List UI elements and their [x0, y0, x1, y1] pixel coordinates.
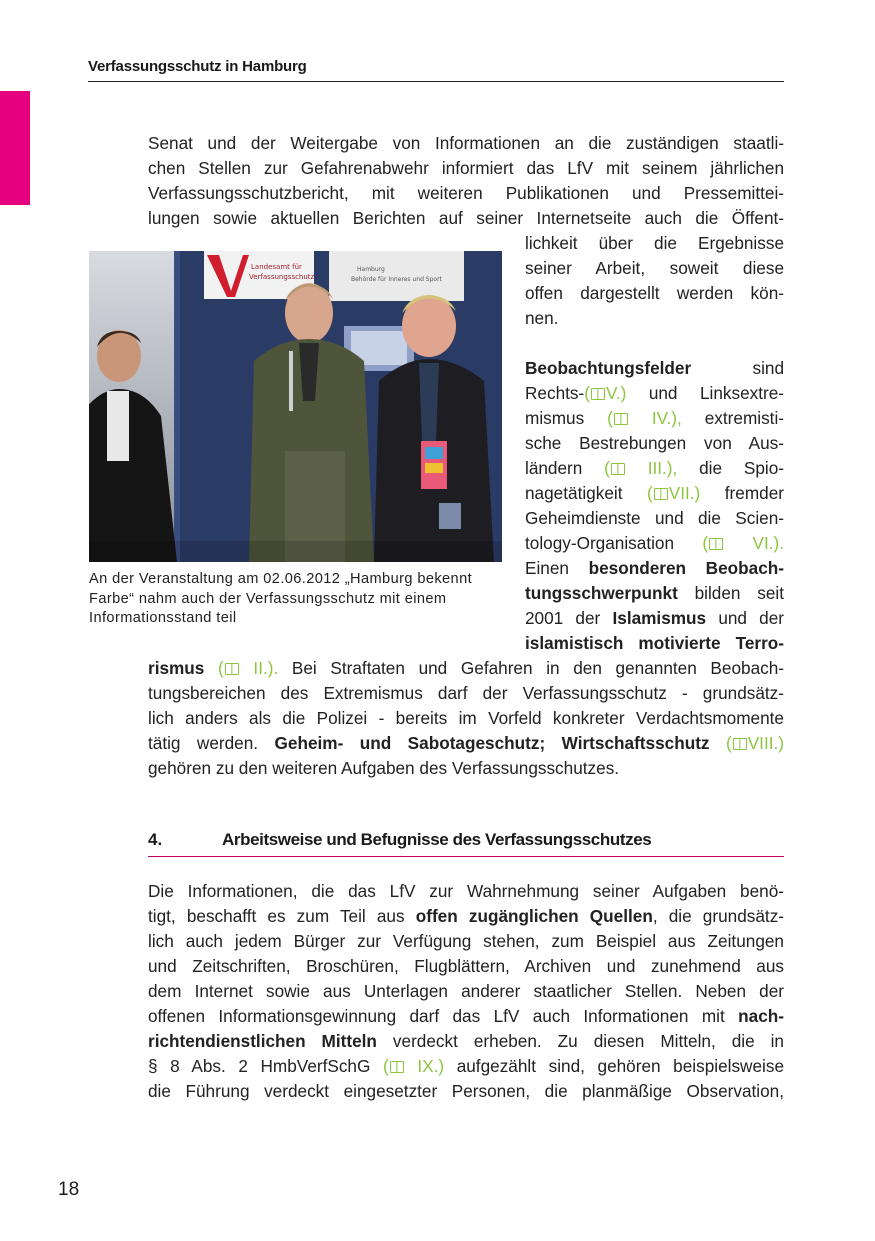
text-line: und Zeitschriften, Broschüren, Flugblättern, Archiven und zunehmend aus — [148, 956, 784, 976]
cross-ref-ii[interactable]: ( II.). — [218, 658, 279, 678]
text-line: § 8 Abs. 2 HmbVerfSchG ( IX.) aufgezählt sind, gehören beispielsweise — [148, 1056, 785, 1076]
cross-ref-vi[interactable]: ( VI.). — [702, 533, 785, 553]
intro-line: lichkeit über die Ergebnisse — [525, 233, 784, 253]
text-line: offenen Informationsgewinnung darf das LfV auch Informationen mit nach- — [148, 1006, 784, 1026]
text-line: die Führung verdeckt eingesetzter Personen, die planmäßige Observation, — [148, 1081, 784, 1101]
text-line: ländern ( III.), die Spio- — [525, 458, 784, 478]
text-line: Einen besonderen Beobach- — [525, 558, 784, 578]
intro-line: Senat und der Weitergabe von Informationen an die zuständigen staatli- — [148, 133, 784, 153]
term-beobachtungsfelder: Beobachtungsfelder — [525, 358, 692, 378]
banner-text: Hamburg — [357, 266, 385, 273]
text-line: gehören zu den weiteren Aufgaben des Verfassungsschutzes. — [148, 758, 620, 778]
text-line: tungsbereichen des Extremismus darf der Verfassungsschutz - grundsätz- — [148, 683, 784, 703]
intro-line: nen. — [525, 308, 559, 328]
book-icon — [225, 663, 239, 675]
book-icon — [390, 1061, 404, 1073]
text-line: Beobachtungsfelder sind — [525, 358, 784, 378]
book-icon — [611, 463, 625, 475]
intro-line: Verfassungsschutzbericht, mit weiteren Publikationen und Pressemittei- — [148, 183, 784, 203]
cross-ref-v[interactable]: ( V.) — [584, 383, 627, 403]
section-number: 4. — [148, 830, 163, 849]
cross-ref-iii[interactable]: ( III.), — [604, 458, 678, 478]
text-line: Geheimdienste und die Scien- — [525, 508, 784, 528]
text-line: islamistisch motivierte Terro- — [525, 633, 784, 653]
text-line: rismus ( II.). Bei Straftaten und Gefahren in den genannten Beobach- — [148, 658, 785, 678]
text-line: richtendienstlichen Mitteln verdeckt erheben. Zu diesen Mitteln, die in — [148, 1031, 784, 1051]
text-line: 2001 der Islamismus und der — [525, 608, 785, 628]
banner-text: Landesamt für — [251, 263, 302, 271]
photo-illustration — [89, 251, 502, 562]
intro-line: offen dargestellt werden kön- — [525, 283, 784, 303]
text-line: dem Internet sowie aus Unterlagen anderer staatlicher Stellen. Neben der — [148, 981, 784, 1001]
banner-text: Verfassungsschutz — [249, 273, 315, 281]
cross-ref-vii[interactable]: ( VII.) — [647, 483, 701, 503]
text-line: mismus ( IV.), extremisti- — [525, 408, 784, 428]
page-number: 18 — [58, 1179, 80, 1200]
photo-caption: An der Veranstaltung am 02.06.2012 „Hamburg bekennt Farbe“ nahm auch der Verfassungsschutz mit einem Informationsstand teil — [89, 571, 473, 626]
section-rule — [148, 856, 784, 857]
header-rule — [88, 81, 784, 82]
text-line: lich anders als die Polizei - bereits im Vorfeld konkreter Verdachtsmomente — [148, 708, 784, 728]
intro-line: seiner Arbeit, soweit diese — [525, 258, 784, 278]
text-line: Die Informationen, die das LfV zur Wahrnehmung seiner Aufgaben benö- — [148, 881, 784, 901]
event-photo — [89, 251, 502, 562]
cross-ref-viii[interactable]: ( VIII.) — [725, 733, 784, 753]
text-line: tätig werden. Geheim- und Sabotageschutz; Wirtschaftsschutz ( VIII.) — [148, 733, 784, 753]
book-icon — [591, 388, 605, 400]
cross-ref-ix[interactable]: ( IX.) — [382, 1056, 445, 1076]
book-icon — [709, 538, 723, 550]
section-title: Arbeitsweise und Befugnisse des Verfassungsschutzes — [222, 830, 652, 849]
book-icon — [654, 488, 668, 500]
banner-text: Behörde für Inneres und Sport — [351, 276, 442, 283]
intro-line: lungen sowie aktuellen Berichten auf seiner Internetseite auch die Öffent- — [148, 208, 784, 228]
book-icon — [614, 413, 628, 425]
text-line: Rechts-( V.) und Linksextre- — [525, 383, 785, 403]
text-line: tigt, beschafft es zum Teil aus offen zugänglichen Quellen, die grundsätz- — [148, 906, 785, 926]
text-line: sche Bestrebungen von Aus- — [525, 433, 784, 453]
text-line: tology-Organisation ( VI.). — [525, 533, 785, 553]
book-icon — [733, 738, 747, 750]
intro-line: chen Stellen zur Gefahrenabwehr informiert das LfV mit seinem jährlichen — [148, 158, 784, 178]
text-line: tungsschwerpunkt bilden seit — [525, 583, 784, 603]
cross-ref-iv[interactable]: ( IV.), — [607, 408, 682, 428]
running-head: Verfassungsschutz in Hamburg — [88, 58, 307, 75]
chapter-marker — [0, 91, 30, 205]
text-line: nagetätigkeit ( VII.) fremder — [525, 483, 784, 503]
text-line: lich auch jedem Bürger zur Verfügung stehen, zum Beispiel aus Zeitungen — [148, 931, 784, 951]
